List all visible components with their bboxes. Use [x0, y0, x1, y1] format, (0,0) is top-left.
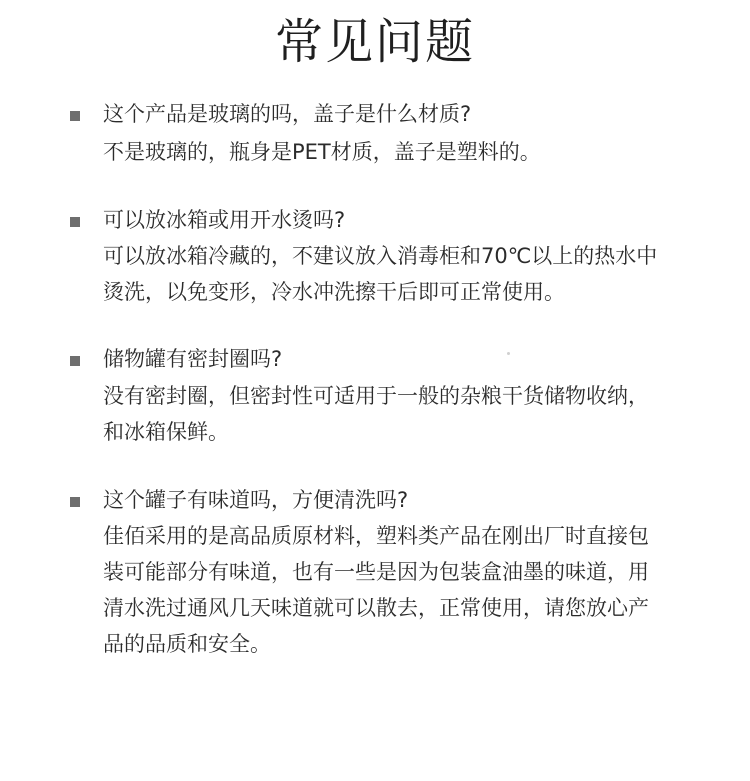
faq-question: 储物罐有密封圈吗?: [103, 347, 283, 371]
faq-answer-line: 不是玻璃的，瓶身是PET材质，盖子是塑料的。: [103, 140, 541, 164]
faq-question: 这个产品是玻璃的吗，盖子是什么材质?: [103, 102, 472, 126]
bullet-icon: [70, 111, 80, 121]
page-title: 常见问题: [274, 14, 475, 70]
bullet-icon: [70, 356, 80, 366]
image-speck: [507, 352, 510, 355]
bullet-icon: [70, 497, 80, 507]
faq-question: 这个罐子有味道吗，方便清洗吗?: [103, 488, 409, 512]
faq-answer-line: 可以放冰箱冷藏的，不建议放入消毒柜和70℃以上的热水中: [103, 244, 658, 268]
faq-answer-line: 和冰箱保鲜。: [103, 420, 229, 444]
faq-answer-line: 佳佰采用的是高品质原材料，塑料类产品在刚出厂时直接包: [103, 524, 649, 548]
faq-question: 可以放冰箱或用开水烫吗?: [103, 208, 346, 232]
bullet-icon: [70, 217, 80, 227]
faq-answer-line: 装可能部分有味道，也有一些是因为包装盒油墨的味道，用: [103, 560, 649, 584]
faq-answer-line: 烫洗，以免变形，冷水冲洗擦干后即可正常使用。: [103, 280, 565, 304]
faq-answer-line: 没有密封圈，但密封性可适用于一般的杂粮干货储物收纳，: [103, 384, 649, 408]
faq-answer-line: 品的品质和安全。: [103, 632, 271, 656]
faq-answer-line: 清水洗过通风几天味道就可以散去，正常使用，请您放心产: [103, 596, 649, 620]
